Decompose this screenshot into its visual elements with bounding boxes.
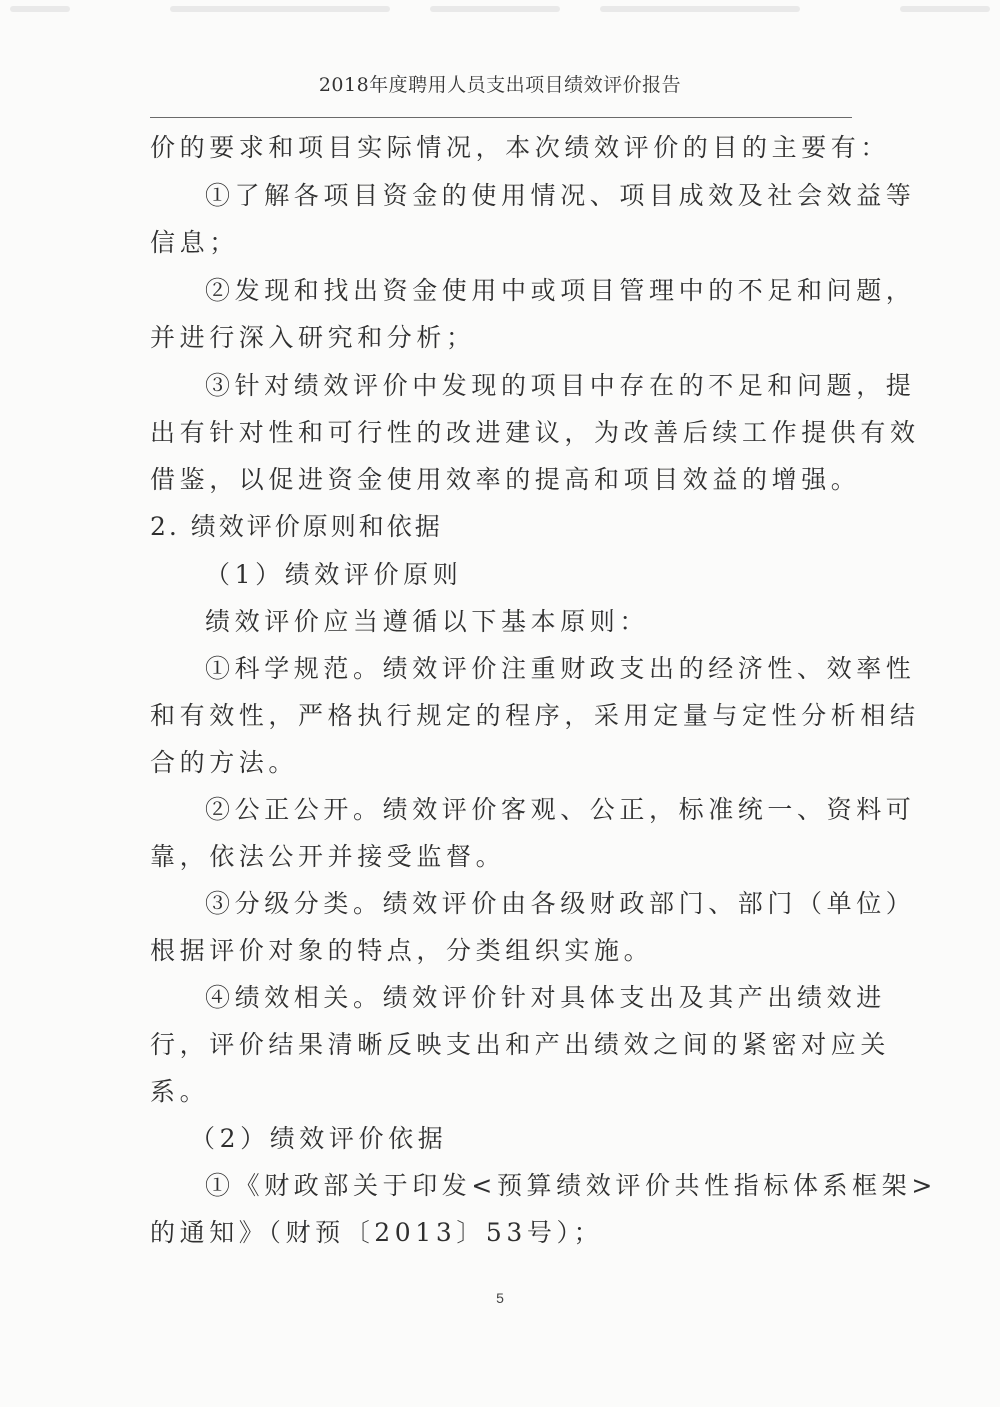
basis-item-1: ①《财政部关于印发<预算绩效评价共性指标体系框架> bbox=[205, 1171, 937, 1200]
principle-item-2: ②公正公开。绩效评价客观、公正，标准统一、资料可 bbox=[205, 795, 916, 824]
body-line: 合的方法。 bbox=[150, 748, 299, 777]
body-line: 价的要求和项目实际情况，本次绩效评价的目的主要有： bbox=[150, 133, 891, 162]
scan-artifact bbox=[900, 6, 990, 12]
body-line: 绩效评价应当遵循以下基本原则： bbox=[205, 607, 650, 636]
scan-artifact bbox=[600, 6, 800, 12]
subsection-heading: （1）绩效评价原则 bbox=[205, 560, 463, 589]
body-line: 根据评价对象的特点，分类组织实施。 bbox=[150, 936, 654, 965]
body-line: 并进行深入研究和分析； bbox=[150, 323, 476, 352]
header-rule bbox=[150, 117, 852, 118]
body-line: 行，评价结果清晰反映支出和产出绩效之间的紧密对应关 bbox=[150, 1030, 891, 1059]
page-number: 5 bbox=[496, 1290, 504, 1306]
body-line: 信息； bbox=[150, 228, 239, 257]
running-header: 2018年度聘用人员支出项目绩效评价报告 bbox=[318, 74, 682, 96]
scan-artifact bbox=[430, 6, 560, 12]
scan-artifact bbox=[10, 6, 70, 12]
principle-item-3: ③分级分类。绩效评价由各级财政部门、部门（单位） bbox=[205, 889, 916, 918]
body-line: 借鉴，以促进资金使用效率的提高和项目效益的增强。 bbox=[150, 465, 861, 494]
list-item-2: ②发现和找出资金使用中或项目管理中的不足和问题， bbox=[205, 276, 916, 305]
body-line: 靠，依法公开并接受监督。 bbox=[150, 842, 506, 871]
principle-item-1: ①科学规范。绩效评价注重财政支出的经济性、效率性 bbox=[205, 654, 916, 683]
principle-item-4: ④绩效相关。绩效评价针对具体支出及其产出绩效进 bbox=[205, 983, 886, 1012]
list-item-1: ①了解各项目资金的使用情况、项目成效及社会效益等 bbox=[205, 181, 916, 210]
body-line: 出有针对性和可行性的改进建议，为改善后续工作提供有效 bbox=[150, 418, 920, 447]
body-line: 和有效性，严格执行规定的程序，采用定量与定性分析相结 bbox=[150, 701, 920, 730]
scan-artifact bbox=[170, 6, 390, 12]
body-line: 系。 bbox=[150, 1077, 210, 1106]
section-heading: 2. 绩效评价原则和依据 bbox=[150, 512, 443, 541]
list-item-3: ③针对绩效评价中发现的项目中存在的不足和问题，提 bbox=[205, 371, 916, 400]
body-line: 的通知》（财预〔2013〕53号）； bbox=[150, 1218, 604, 1247]
subsection-heading: （2）绩效评价依据 bbox=[190, 1124, 448, 1153]
